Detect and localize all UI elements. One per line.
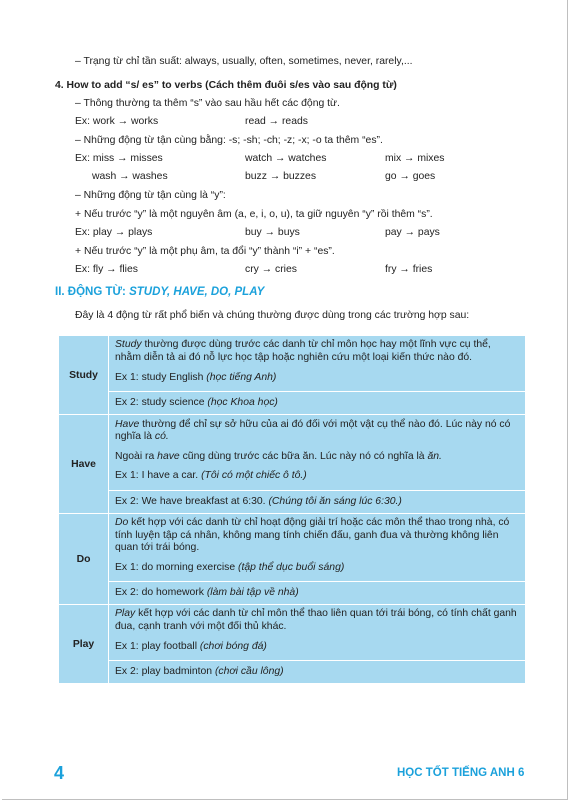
- ex2b-col1: wash → washes: [92, 171, 168, 182]
- section2-title: II. ĐỘNG TỪ: STUDY, HAVE, DO, PLAY: [55, 286, 265, 298]
- table-row-play: [59, 605, 526, 684]
- table-row-study: [59, 336, 526, 415]
- page-number: 4: [54, 763, 65, 783]
- ex3b-col3: fry → fries: [385, 264, 433, 275]
- ex2a-col3: mix → mixes: [385, 153, 445, 164]
- ex3a-col1: Ex: play → plays: [75, 227, 153, 238]
- verb-play: Play: [59, 605, 109, 684]
- ex1-col1: Ex: work → works: [75, 116, 159, 127]
- desc-have: Have thường để chỉ sự sở hữu của ai đó đối với một vật cụ thể nào đó. Lúc này nó có nghĩa là có. Ngoài ra have cũng dùng trước các bữa ăn. Lúc này nó có nghĩa là ăn. Ex 1: I have a car. (Tôi có một chiếc ô tô.) Ex 2: We have breakfast at 6:30. (Chúng tôi ăn sáng lúc 6:30.): [109, 415, 526, 514]
- section2-intro: Đây là 4 động từ rất phổ biến và chúng thường được dùng trong các trường hợp sau:: [75, 310, 470, 321]
- ex3a-col2: buy → buys: [245, 227, 300, 238]
- rule2: – Những động từ tận cùng bằng: -s; -sh; -ch; -z; -x; -o ta thêm “es”.: [75, 135, 383, 146]
- table-row-do: [59, 514, 526, 605]
- book-title: HỌC TỐT TIẾNG ANH 6: [397, 767, 525, 779]
- verb-study: Study: [59, 336, 109, 415]
- ex2a-col1: Ex: miss → misses: [75, 153, 163, 164]
- ex1-col2: read → reads: [245, 116, 308, 127]
- ex2b-col2: buzz → buzzes: [245, 171, 317, 182]
- verb-do: Do: [59, 514, 109, 605]
- table-row-have: [59, 415, 526, 514]
- verbs-table: [58, 335, 526, 684]
- ex2a-col2: watch → watches: [245, 153, 327, 164]
- ex3a-col3: pay → pays: [385, 227, 440, 238]
- rule3b: + Nếu trước “y” là một phụ âm, ta đổi “y” thành “i” + “es”.: [75, 246, 335, 257]
- rule1: – Thông thường ta thêm “s” vào sau hầu hết các động từ.: [75, 98, 340, 109]
- desc-do: Do kết hợp với các danh từ chỉ hoạt động giải trí hoặc các môn thể thao trong nhà, có tính luyện tập cá nhân, không mang tính chiến đấu, ganh đua và thường không liên quan tới trái bóng. Ex 1: do morning exercise (tập thể dục buổi sáng) Ex 2: do homework (làm bài tập về nhà): [109, 514, 526, 605]
- rule3a: + Nếu trước “y” là một nguyên âm (a, e, i, o, u), ta giữ nguyên “y” rồi thêm “s”.: [75, 209, 433, 220]
- ex3b-col1: Ex: fly → flies: [75, 264, 138, 275]
- desc-study: Study thường được dùng trước các danh từ chỉ môn học hay một lĩnh vực cụ thể, nhằm diễn tả ai đó nỗ lực học tập hoặc nghiên cứu một loại kiến thức nào đó. Ex 1: study English (học tiếng Anh) Ex 2: study science (học Khoa học): [109, 336, 526, 415]
- rule3: – Những động từ tận cùng là “y”:: [75, 190, 226, 201]
- ex3b-col2: cry → cries: [245, 264, 297, 275]
- frequency-adverbs-line: – Trạng từ chỉ tần suất: always, usually, often, sometimes, never, rarely,...: [75, 56, 413, 67]
- ex2b-col3: go → goes: [385, 171, 436, 182]
- section4-heading: 4. How to add “s/ es” to verbs (Cách thêm đuôi s/es vào sau động từ): [55, 80, 397, 91]
- verb-have: Have: [59, 415, 109, 514]
- desc-play: Play kết hợp với các danh từ chỉ môn thể thao liên quan tới trái bóng, có tính chất ganh đua, cạnh tranh với một đối thủ khác. Ex 1: play football (chơi bóng đá) Ex 2: play badminton (chơi cầu lông): [109, 605, 526, 684]
